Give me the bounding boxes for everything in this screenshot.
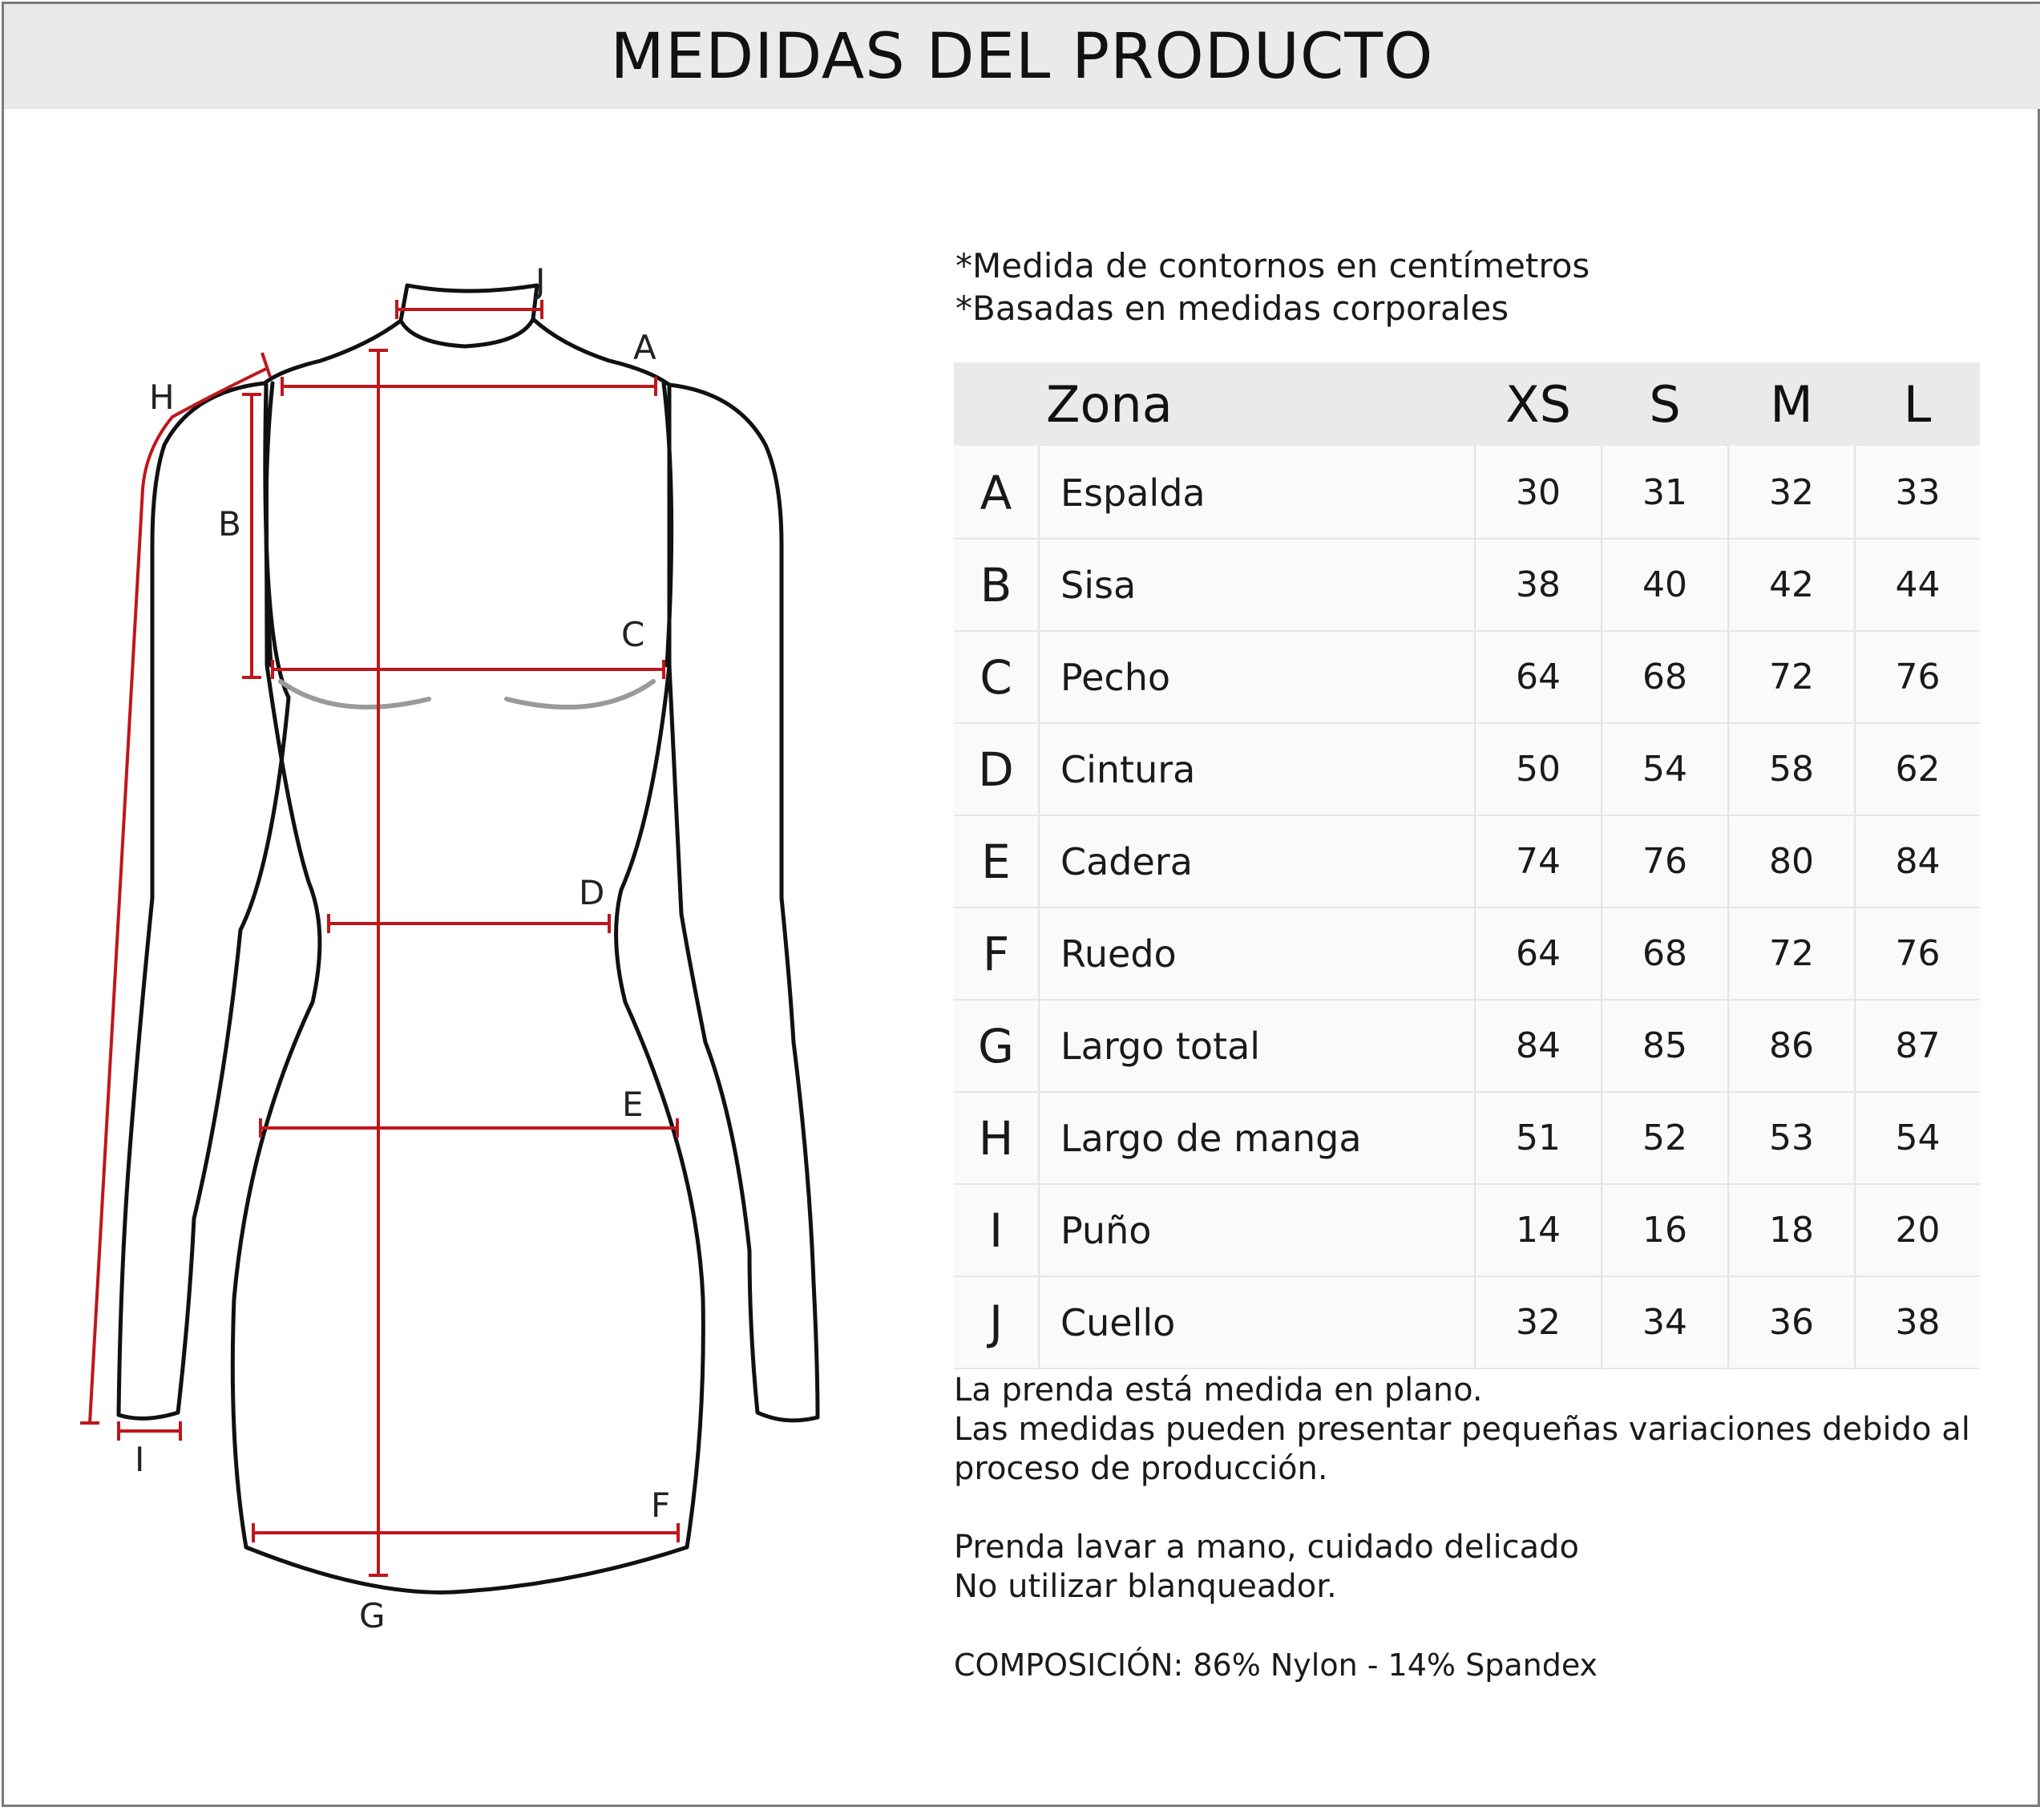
size-value: 76 — [1855, 908, 1980, 1000]
page-title: MEDIDAS DEL PRODUCTO — [610, 20, 1434, 93]
right-outline — [533, 319, 818, 1421]
table-row — [954, 1184, 1980, 1276]
row-letter: G — [954, 1000, 1039, 1092]
measurement-notes — [955, 245, 1590, 329]
row-zone: Puño — [1039, 1184, 1475, 1276]
row-letter: F — [954, 908, 1039, 1000]
size-value: 38 — [1855, 1276, 1980, 1368]
note-contours: *Medida de contornos en centímetros — [955, 246, 1590, 285]
size-value: 86 — [1728, 1000, 1855, 1092]
row-zone: Ruedo — [1039, 908, 1475, 1000]
row-zone: Espalda — [1039, 447, 1475, 539]
label-h: H — [149, 378, 175, 417]
size-value: 31 — [1602, 447, 1728, 539]
table-row — [954, 723, 1980, 815]
header-size: M — [1728, 362, 1855, 447]
row-letter: I — [954, 1184, 1039, 1276]
care-bleach: No utilizar blanqueador. — [954, 1568, 1337, 1605]
size-value: 64 — [1475, 908, 1602, 1000]
size-value: 84 — [1475, 1000, 1602, 1092]
size-value: 32 — [1475, 1276, 1602, 1368]
table-row — [954, 815, 1980, 908]
product-notes — [954, 1371, 1970, 1685]
label-a: A — [633, 328, 656, 367]
care-wash: Prenda lavar a mano, cuidado delicado — [954, 1529, 1580, 1566]
size-value: 42 — [1728, 539, 1855, 631]
size-value: 30 — [1475, 447, 1602, 539]
size-value: 68 — [1602, 631, 1728, 723]
header-size: L — [1855, 362, 1980, 447]
size-value: 16 — [1602, 1184, 1728, 1276]
size-value: 33 — [1855, 447, 1980, 539]
table-row — [954, 539, 1980, 631]
row-zone: Largo total — [1039, 1000, 1475, 1092]
size-value: 80 — [1728, 815, 1855, 908]
table-row — [954, 447, 1980, 539]
size-value: 53 — [1728, 1092, 1855, 1184]
size-value: 14 — [1475, 1184, 1602, 1276]
composition: COMPOSICIÓN: 86% Nylon - 14% Spandex — [954, 1647, 1598, 1683]
size-value: 85 — [1602, 1000, 1728, 1092]
size-value: 32 — [1728, 447, 1855, 539]
measurement-lines — [80, 300, 678, 1575]
label-f: F — [651, 1486, 671, 1525]
table-row — [954, 1276, 1980, 1368]
note-production: proceso de producción. — [954, 1450, 1328, 1487]
header-zone: Zona — [954, 362, 1475, 447]
measurement-labels — [135, 261, 670, 1635]
row-letter: A — [954, 447, 1039, 539]
row-letter: C — [954, 631, 1039, 723]
table-row — [954, 908, 1980, 1000]
size-value: 72 — [1728, 631, 1855, 723]
label-i: I — [135, 1440, 145, 1479]
size-value: 64 — [1475, 631, 1602, 723]
size-value: 58 — [1728, 723, 1855, 815]
size-value: 54 — [1855, 1092, 1980, 1184]
label-e: E — [622, 1085, 644, 1124]
row-zone: Cintura — [1039, 723, 1475, 815]
size-value: 34 — [1602, 1276, 1728, 1368]
garment-outline — [119, 285, 818, 1592]
size-value: 76 — [1602, 815, 1728, 908]
row-letter: H — [954, 1092, 1039, 1184]
row-letter: J — [954, 1276, 1039, 1368]
size-value: 76 — [1855, 631, 1980, 723]
table-row — [954, 1000, 1980, 1092]
label-j: J — [535, 261, 546, 301]
size-table — [954, 362, 1980, 1369]
size-value: 40 — [1602, 539, 1728, 631]
row-zone: Pecho — [1039, 631, 1475, 723]
bust-shading — [281, 681, 653, 707]
row-letter: B — [954, 539, 1039, 631]
note-flat-measure: La prenda está medida en plano. — [954, 1372, 1483, 1409]
label-b: B — [218, 504, 241, 544]
left-body-outline — [232, 385, 320, 1547]
garment-diagram — [0, 0, 882, 1811]
row-letter: E — [954, 815, 1039, 908]
size-value: 51 — [1475, 1092, 1602, 1184]
table-row — [954, 631, 1980, 723]
size-value: 62 — [1855, 723, 1980, 815]
size-value: 68 — [1602, 908, 1728, 1000]
table-row — [954, 1092, 1980, 1184]
row-letter: D — [954, 723, 1039, 815]
left-outline — [119, 321, 401, 1418]
row-zone: Cadera — [1039, 815, 1475, 908]
collar-outline — [401, 285, 537, 346]
row-zone: Largo de manga — [1039, 1092, 1475, 1184]
note-body-based: *Basadas en medidas corporales — [955, 289, 1509, 328]
size-value: 18 — [1728, 1184, 1855, 1276]
label-g: G — [359, 1596, 386, 1635]
size-value: 74 — [1475, 815, 1602, 908]
size-value: 38 — [1475, 539, 1602, 631]
size-value: 54 — [1602, 723, 1728, 815]
header-size: XS — [1475, 362, 1602, 447]
label-d: D — [579, 873, 605, 912]
table-header-row — [954, 362, 1980, 447]
header-size: S — [1602, 362, 1728, 447]
size-value: 52 — [1602, 1092, 1728, 1184]
size-value: 20 — [1855, 1184, 1980, 1276]
row-zone: Sisa — [1039, 539, 1475, 631]
note-variations: Las medidas pueden presentar pequeñas variaciones debido al — [954, 1411, 1970, 1448]
size-value: 44 — [1855, 539, 1980, 631]
size-value: 84 — [1855, 815, 1980, 908]
hem-outline — [246, 1547, 687, 1592]
label-c: C — [621, 615, 645, 654]
size-value: 87 — [1855, 1000, 1980, 1092]
row-zone: Cuello — [1039, 1276, 1475, 1368]
size-value: 50 — [1475, 723, 1602, 815]
size-value: 72 — [1728, 908, 1855, 1000]
size-value: 36 — [1728, 1276, 1855, 1368]
